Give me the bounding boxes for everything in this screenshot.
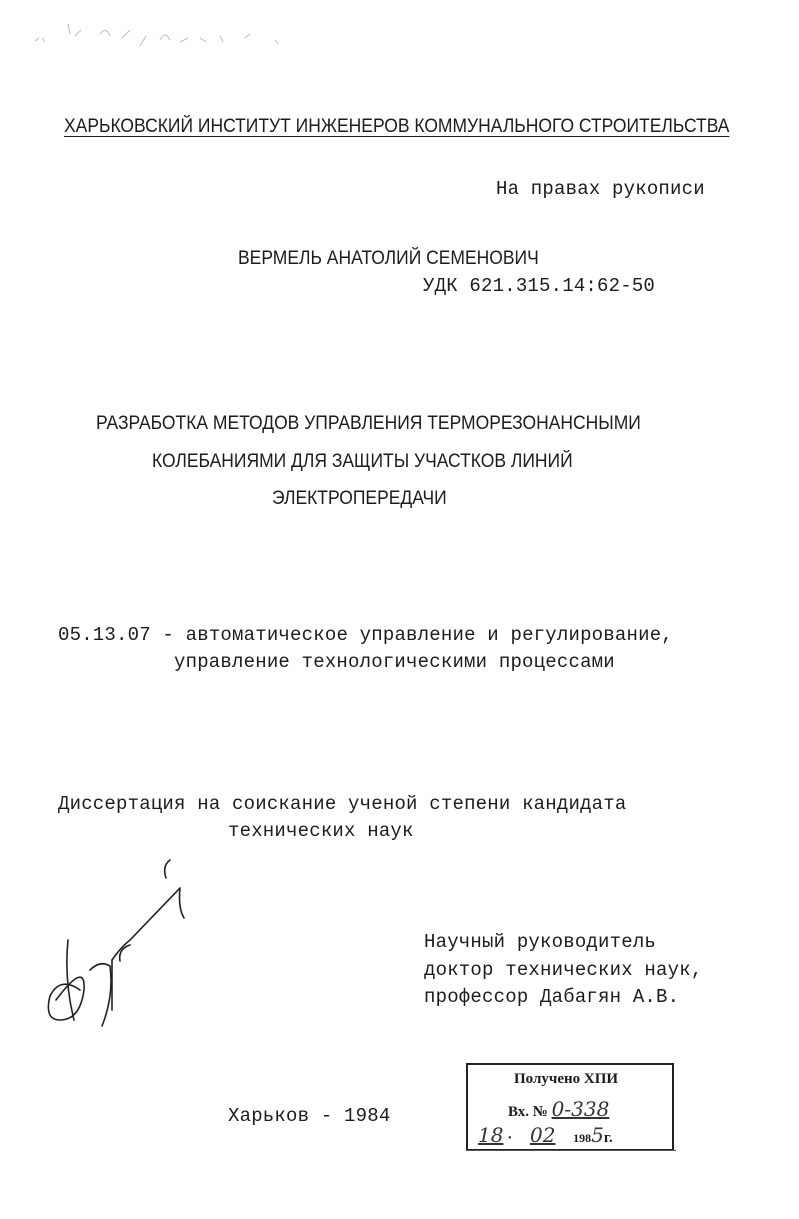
author-signature <box>30 850 200 1040</box>
author-name: ВЕРМЕЛЬ АНАТОЛИЙ СЕМЕНОВИЧ <box>238 248 539 269</box>
stamp-number-label: Вх. № <box>508 1104 548 1120</box>
institute-name: ХАРЬКОВСКИЙ ИНСТИТУТ ИНЖЕНЕРОВ КОММУНАЛЬНОГО СТРОИТЕЛЬСТВА <box>64 116 730 137</box>
supervisor-line-2: доктор технических наук, <box>424 959 703 981</box>
supervisor-line-3: профессор Дабагян А.В. <box>424 986 680 1008</box>
stamp-year-prefix: 198 <box>573 1131 592 1145</box>
dissertation-title-line-2: КОЛЕБАНИЯМИ ДЛЯ ЗАЩИТЫ УЧАСТКОВ ЛИНИЙ <box>152 451 573 472</box>
stamp-year-end: г. <box>603 1130 613 1146</box>
specialty-line-1: 05.13.07 - автоматическое управление и регулирование, <box>58 624 673 646</box>
faint-marks-decoration <box>30 16 290 56</box>
dissertation-title-line-1: РАЗРАБОТКА МЕТОДОВ УПРАВЛЕНИЯ ТЕРМОРЕЗОНАНСНЫМИ <box>96 413 641 434</box>
received-stamp <box>466 1063 674 1151</box>
udk-code: УДК 621.315.14:62-50 <box>423 275 656 297</box>
stamp-date-row: 18 · 02 1985г. <box>478 1123 613 1147</box>
stamp-month: 02 <box>529 1123 556 1147</box>
supervisor-line-1: Научный руководитель <box>424 931 657 953</box>
stamp-title: Получено ХПИ <box>514 1071 619 1087</box>
manuscript-rights-note: На правах рукописи <box>496 178 705 200</box>
dissertation-type-line-1: Диссертация на соискание ученой степени кандидата <box>58 793 627 815</box>
stamp-number-row <box>508 1097 609 1121</box>
dissertation-type-line-2: технических наук <box>228 820 414 842</box>
dissertation-title-line-3: ЭЛЕКТРОПЕРЕДАЧИ <box>272 488 447 509</box>
specialty-line-2: управление технологическими процессами <box>174 651 615 673</box>
stamp-number-value: 0-338 <box>551 1097 610 1121</box>
stamp-day: 18 <box>478 1123 504 1147</box>
city-year: Харьков - 1984 <box>228 1105 391 1127</box>
stamp-year-suffix: 5 <box>591 1123 604 1147</box>
stamp-underline <box>466 1150 676 1151</box>
